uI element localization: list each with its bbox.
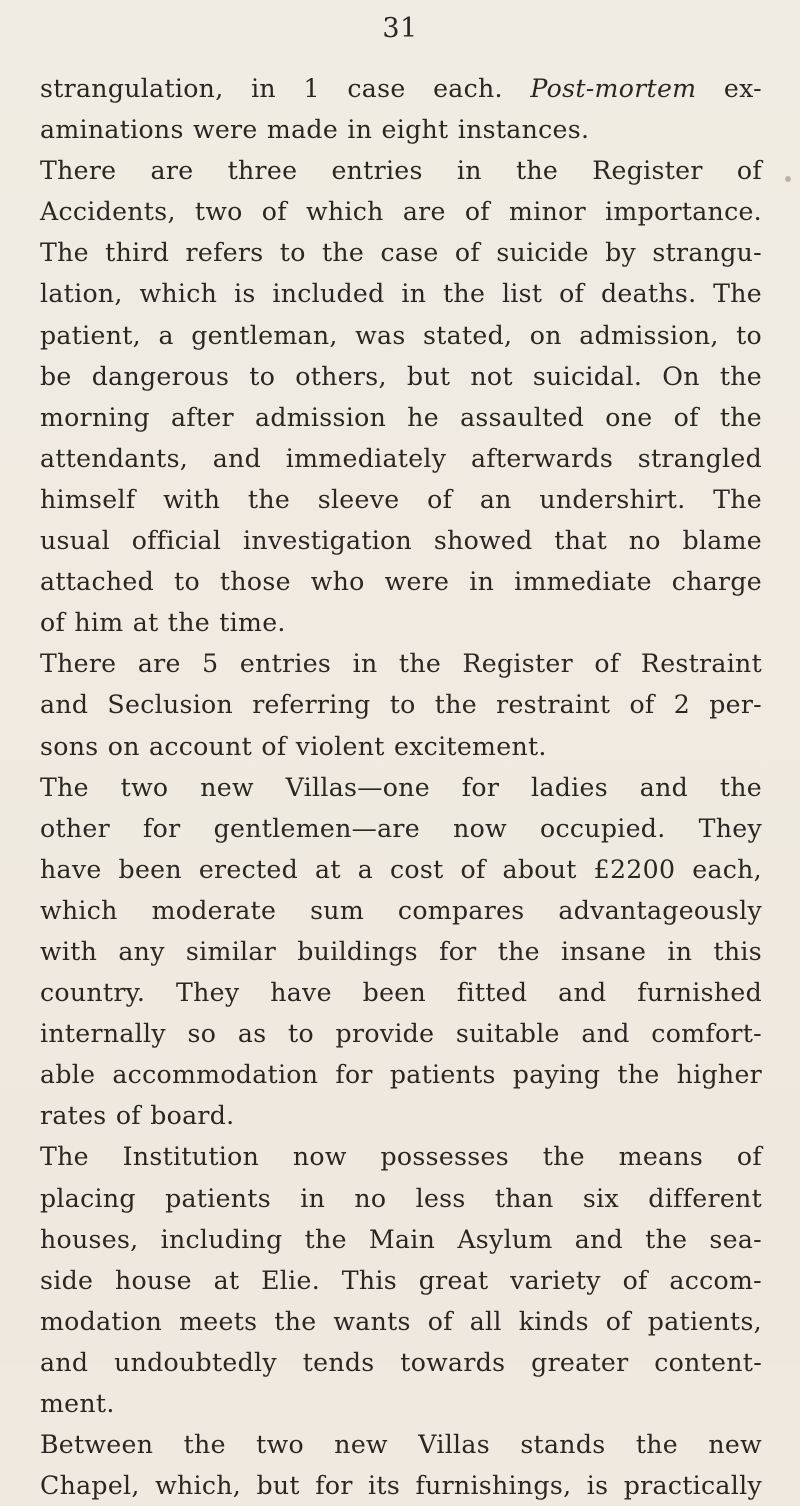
text-line-26: rates of board. [40,1101,235,1131]
text-line-2: aminations were made in eight instances. [40,115,590,145]
text-line-19: other for gentlemen—are now occupied. They [40,813,762,843]
text-line-25: able accommodation for patients paying the higher [40,1060,762,1090]
italic-term: Post-mortem [530,74,697,103]
text-line-1-end: ex- [696,74,762,103]
text-line-12: usual official investigation showed that no blame [40,526,762,556]
text-line-29: houses, including the Main Asylum and the sea- [40,1224,762,1254]
text-line-16: and Seclusion referring to the restraint of 2 per- [40,690,762,720]
text-line-1 [40,68,762,109]
text-line-32: and undoubtedly tends towards greater content- [40,1347,762,1377]
text-line-35: Chapel, which, but for its furnishings, is practically [40,1471,762,1501]
text-line-8: be dangerous to others, but not suicidal. On the [40,361,762,391]
text-line-27: The Institution now possesses the means of [40,1142,762,1172]
text-line-34: Between the two new Villas stands the new [40,1430,762,1460]
text-line-6: lation, which is included in the list of deaths. The [40,279,762,309]
text-line-5: The third refers to the case of suicide by strangu- [40,238,762,268]
text-line-15: There are 5 entries in the Register of Restraint [40,649,762,679]
text-line-11: himself with the sleeve of an undershirt. The [40,484,762,514]
text-line-30: side house at Elie. This great variety of accom- [40,1265,762,1295]
text-line-28: placing patients in no less than six different [40,1183,762,1213]
text-line-9: morning after admission he assaulted one of the [40,402,762,432]
text-line-20: have been erected at a cost of about £2200 each, [40,854,762,884]
text-line-1-start: strangulation, in 1 case each. [40,74,531,103]
text-line-24: internally so as to provide suitable and comfort- [40,1019,762,1049]
paper-speck [785,176,791,182]
text-line-4: Accidents, two of which are of minor importance. [40,197,762,227]
text-line-21: which moderate sum compares advantageously [40,895,762,925]
page-number: 31 [382,13,418,44]
text-line-3: There are three entries in the Register of [40,156,762,186]
text-line-17: sons on account of violent excitement. [40,731,547,761]
text-line-22: with any similar buildings for the insane in this [40,936,762,966]
text-line-13: attached to those who were in immediate charge [40,567,762,597]
text-line-10: attendants, and immediately afterwards strangled [40,443,762,473]
text-line-33: ment. [40,1389,115,1418]
text-line-18: The two new Villas—one for ladies and the [40,772,762,802]
body-text [40,68,762,1506]
text-line-7: patient, a gentleman, was stated, on admission, to [40,320,762,350]
text-line-23: country. They have been fitted and furnished [40,978,762,1008]
text-line-14: of him at the time. [40,608,286,638]
text-line-31: modation meets the wants of all kinds of patients, [40,1306,762,1336]
